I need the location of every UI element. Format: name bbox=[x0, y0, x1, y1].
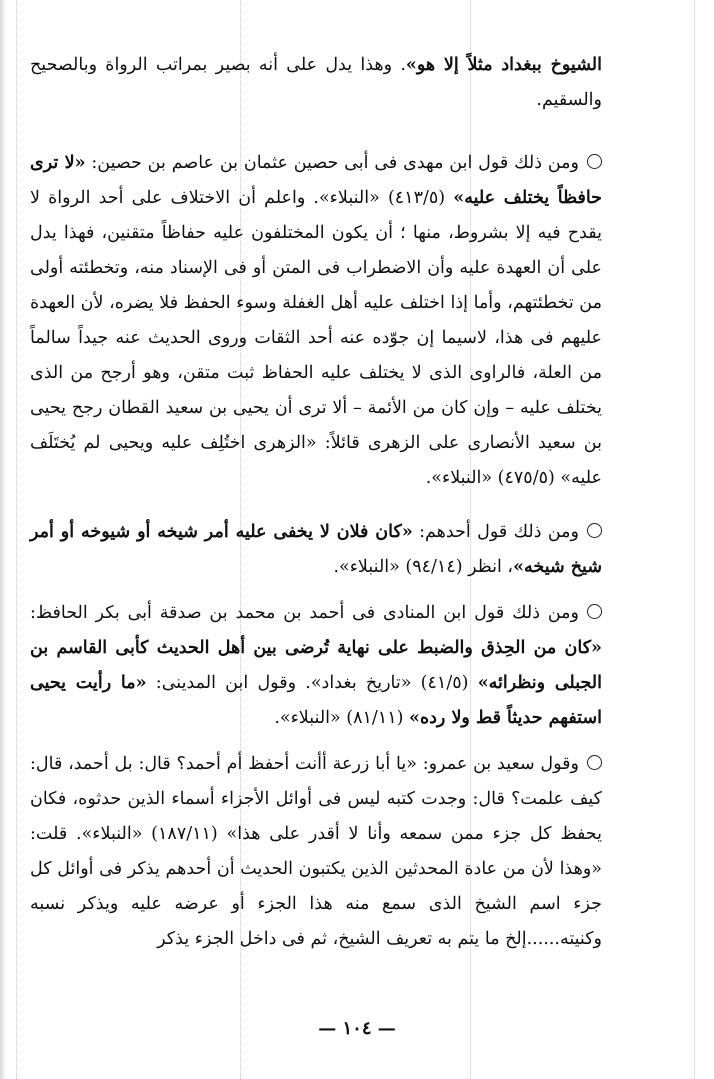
body-text: ومن ذلك قول ابن المنادى فى أحمد بن محمد بن صدقة أبى بكر الحافظ: bbox=[30, 603, 579, 623]
paragraph-ibn-mahdi bbox=[30, 146, 602, 496]
body-text: . وهذا يدل على أنه بصير بمراتب الرواة وبالصحيح والسقيم. bbox=[30, 55, 602, 110]
body-text: ومن ذلك قول ابن مهدى فى أبى حصين عثمان بن عاصم بن حصين: bbox=[85, 153, 579, 173]
body-text: وقول سعيد بن عمرو: «يا أبا زرعة أأنت أحفظ أم أحمد؟ قال: بل أحمد، قال: كيف علمت؟ قال: وجدت كتبه ليس فى أوائل الأجزاء أسماء الذين حدثوه، فكان يحفظ كل جزء ممن سمعه وأنا لا أقدر على هذا» (١٨٧/١١) «النبلاء». قلت: «وهذا لأن من عادة المحدثين الذين يكتبون الحديث أن أحدهم يذكر فى أوائل كل جزء اسم الشيخ الذى سمع منه هذا الجزء أو عرضه عليه ويذكر نسبه وكنيته......إلخ ما يتم به تعريف الشيخ، ثم فى داخل الجزء يذكر bbox=[30, 754, 602, 949]
body-text: ، انظر (٩٤/١٤) «النبلاء». bbox=[333, 557, 514, 577]
quoted-text-bold: «ما رأيت يحيى استفهم حديثاً قط ولا رده» bbox=[30, 673, 602, 728]
scan-guide-line bbox=[694, 0, 695, 1079]
quoted-text-bold: الشيوخ ببغداد مثلاً إلا هو» bbox=[405, 55, 602, 75]
quoted-text-bold: «كان من الحِذق والضبط على نهاية تُرضى بين أهل الحديث كأبى القاسم بن الجبلى ونظرائه» bbox=[30, 638, 602, 693]
circle-bullet-icon bbox=[587, 755, 602, 770]
quoted-text-bold: «لا ترى حافظاً يختلف عليه» bbox=[30, 153, 602, 208]
paragraph-said-ibn-amr bbox=[30, 747, 602, 957]
paragraph-ibn-al-munadi bbox=[30, 596, 602, 736]
paragraph-shaykh-affairs bbox=[30, 515, 602, 585]
body-text: (٨١/١١) «النبلاء». bbox=[274, 708, 409, 728]
circle-bullet-icon bbox=[587, 523, 602, 538]
quoted-text-bold: «كان فلان لا يخفى عليه أمر شيخه أو شيوخه أو أمر شيخ شيخه» bbox=[30, 522, 602, 577]
paragraph-continuation bbox=[30, 48, 602, 118]
body-text: (٤١٣/٥) «النبلاء». واعلم أن الاختلاف على أحد الرواة لا يقدح فيه إلا بشروط، منها ؛ أن يكون المختلفون عليه حفاظاً متقنين، فهذا يدل على أن العهدة عليه وأن الاضطراب فى المتن أو فى الإسناد منه، وتخطئته أولى من تخطئتهم، وأما إذا اختلف عليه أهل الغفلة وسوء الحفظ فلا يضره، لأن العهدة عليهم فى هذا، لاسيما إن جوّده عنه أحد الثقات وروى الحديث عنه جيداً سالماً من العلة، فالراوى الذى لا يختلف عليه الحفاظ ثبت متقن، وهو أرجح من الذى يختلف عليه – وإن كان من الأئمة – ألا ترى أن يحيى بن سعيد القطان رجح يحيى بن سعيد الأنصارى على الزهرى قائلاً: «الزهرى اختُلِف عليه ويحيى لم يُختَلَف عليه» (٤٧٥/٥) «النبلاء». bbox=[30, 188, 602, 488]
scan-guide-line bbox=[16, 0, 17, 1079]
body-text: (٤١/٥) «تاريخ بغداد». وقول ابن المدينى: bbox=[146, 673, 478, 693]
circle-bullet-icon bbox=[587, 154, 602, 169]
body-text: ومن ذلك قول أحدهم: bbox=[412, 522, 579, 542]
circle-bullet-icon bbox=[587, 604, 602, 619]
page-number: — ١٠٤ — bbox=[318, 1018, 396, 1039]
page-edge bbox=[0, 0, 6, 1079]
